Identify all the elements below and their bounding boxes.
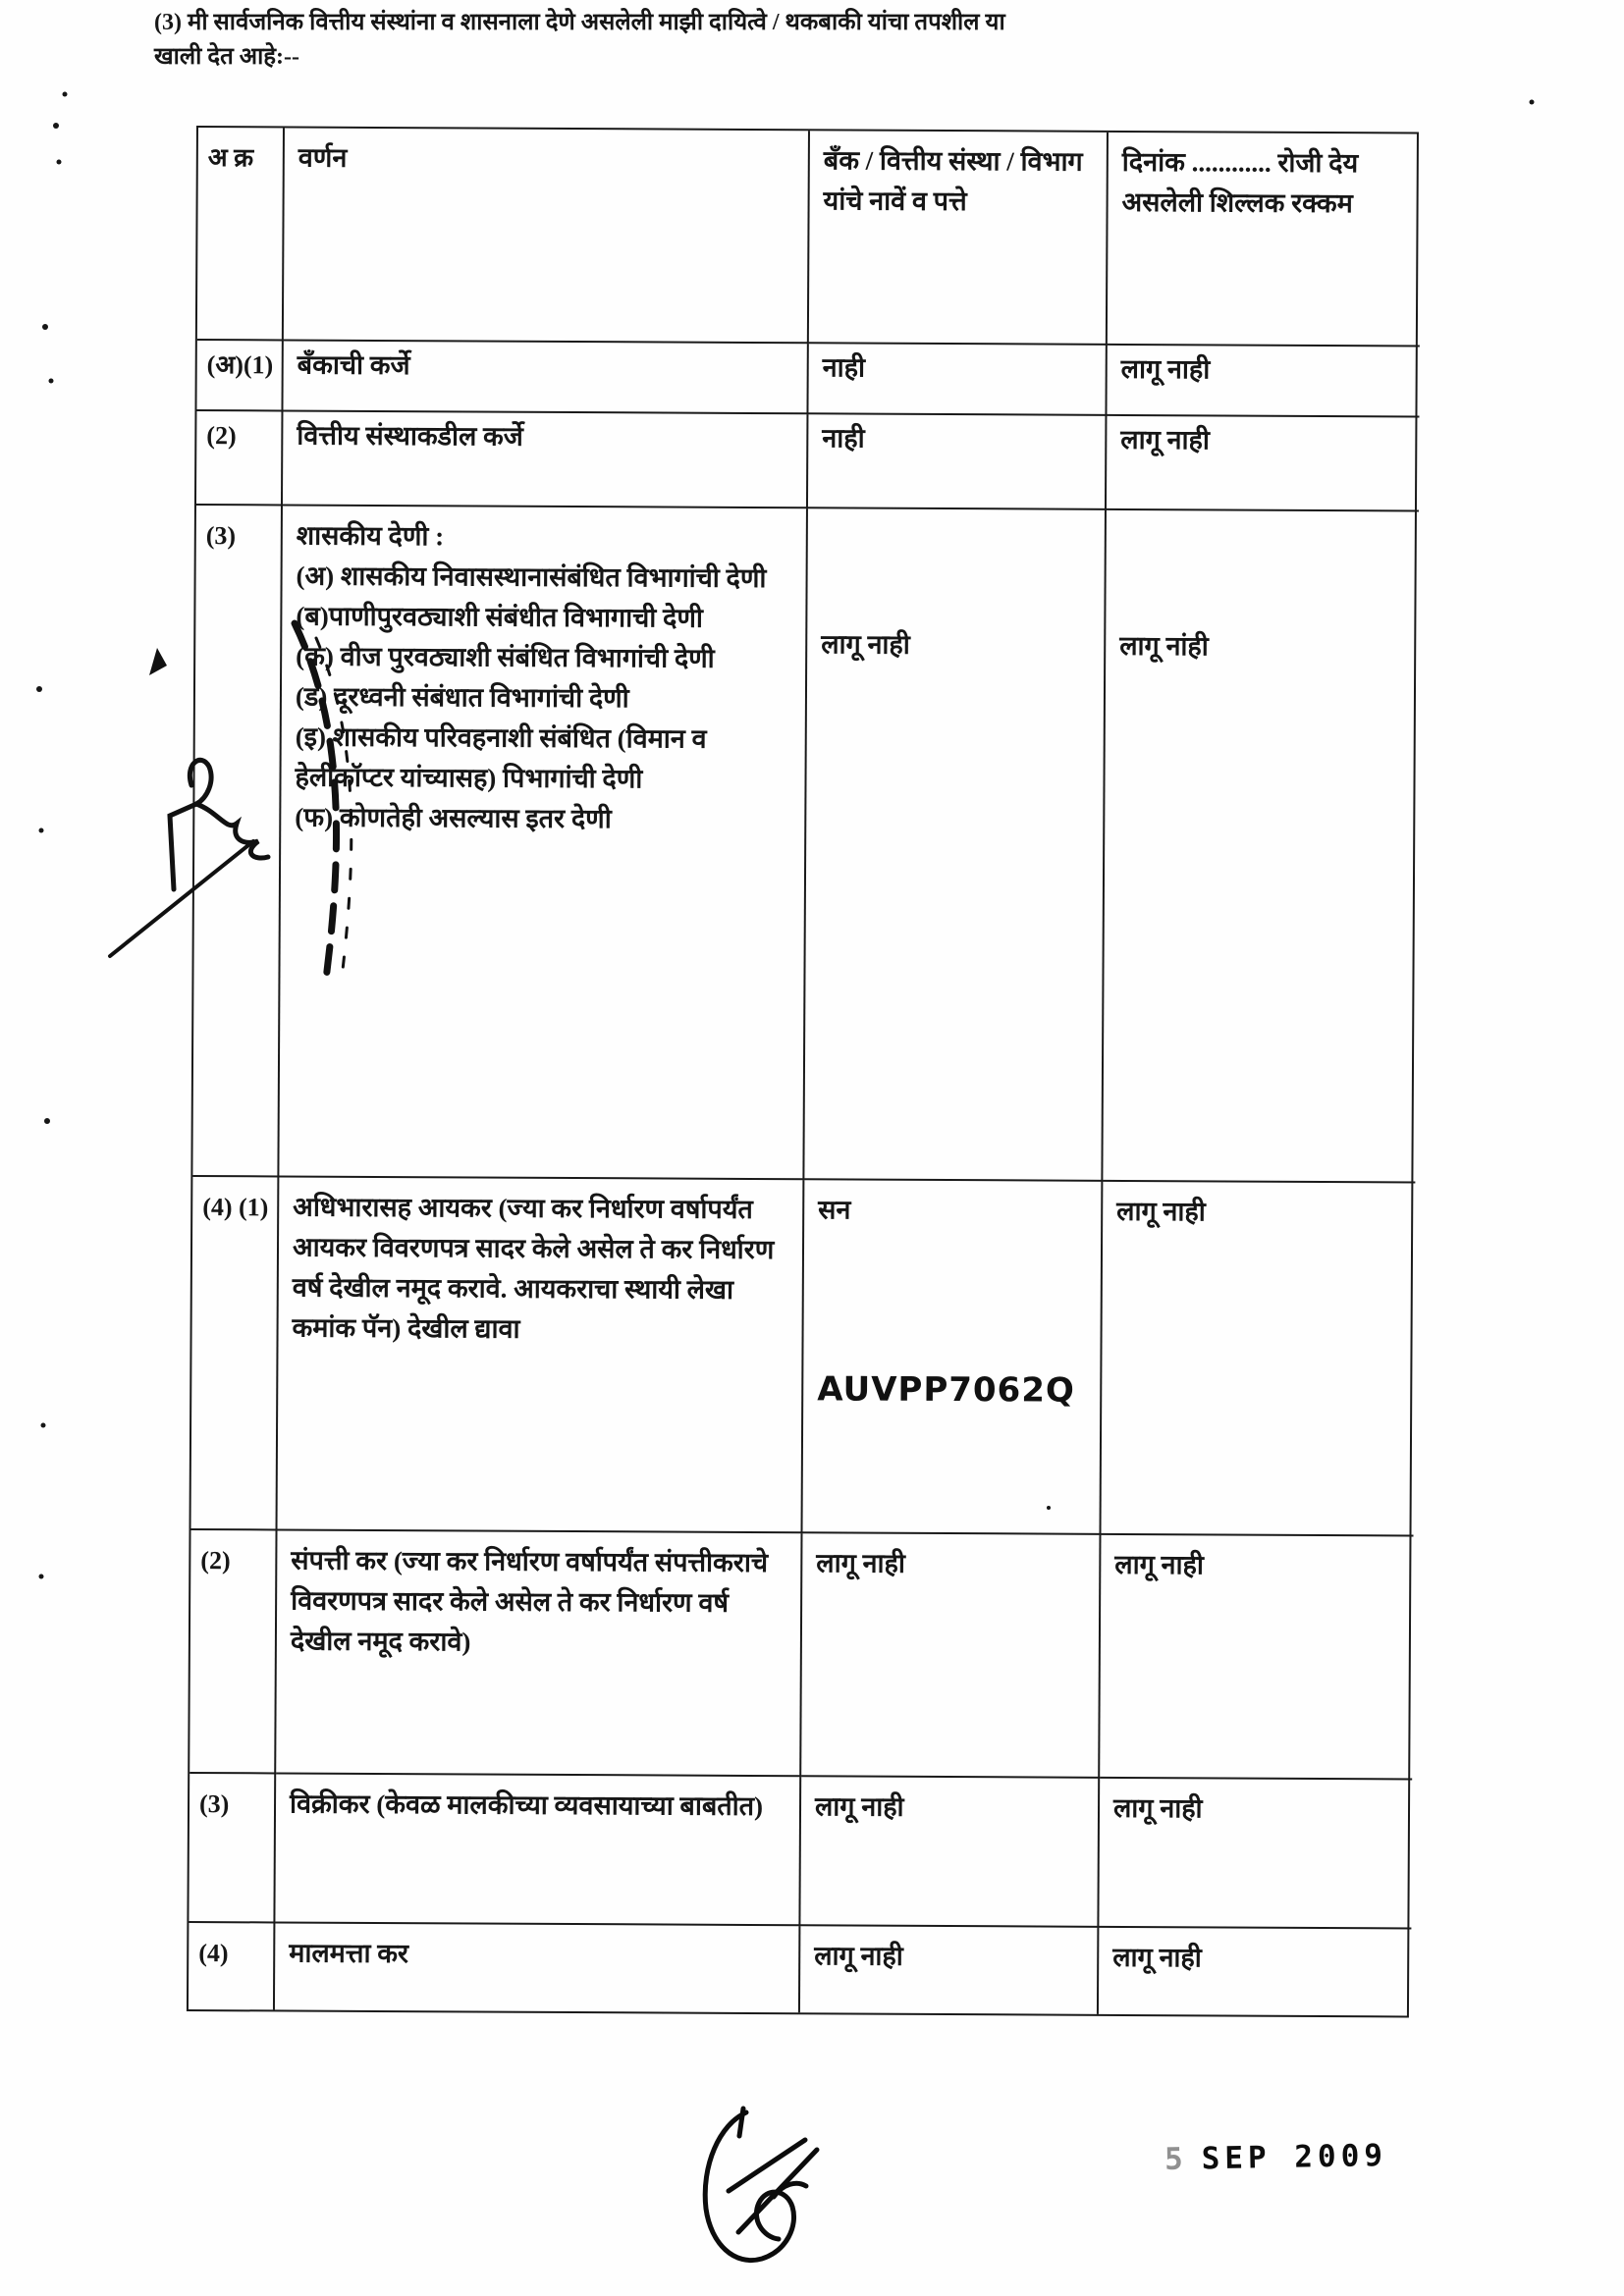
liabilities-table	[187, 126, 1419, 2017]
row5-description: संपत्ती कर (ज्या कर निर्धारण वर्षापर्यंत संपत्तीकराचे विवरणपत्र सादर केले असेल ते कर निर्धारण वर्ष देखील नमूद करावे)	[276, 1530, 802, 1777]
row2-amount: लागू नाही	[1107, 416, 1419, 512]
row2-description: वित्तीय संस्थाकडील कर्जे	[283, 411, 808, 508]
row6-amount: लागू नाही	[1099, 1779, 1412, 1930]
row4-amount: लागू नाही	[1101, 1182, 1415, 1537]
row4-bank	[802, 1180, 1103, 1535]
signature	[705, 2109, 817, 2261]
row3-desc-line: (इ) शासकीय परिवहनाशी संबंधित (विमान व हेलीकॉप्टर यांच्यासह) पिभागांची देणी	[295, 721, 707, 794]
col-header-description: वर्णन	[284, 128, 810, 344]
row3-desc-line: (अ) शासकीय निवासस्थानासंबंधित विभागांची देणी	[296, 561, 767, 594]
intro-line-1: (3) मी सार्वजनिक वित्तीय संस्थांना व शासनाला देणे असलेली माझी दायित्वे / थकबाकी यांचा तपशील या	[154, 10, 1005, 35]
arrowhead-mark	[149, 648, 167, 675]
row5-amount: लागू नाही	[1100, 1535, 1413, 1781]
row4-description: अधिभारासह आयकर (ज्या कर निर्धारण वर्षापर्यंत आयकर विवरणपत्र सादर केले असेल ते कर निर्धारण वर्ष देखील नमूद करावे. आयकराचा स्थायी लेखा कमांक पॅन) देखील द्यावा	[278, 1177, 805, 1533]
row7-serial: (4)	[189, 1923, 275, 2009]
stamp-month-year: SEP 2009	[1201, 2138, 1388, 2177]
row3-bank: लागू नाही	[804, 508, 1107, 1182]
date-stamp	[1164, 2138, 1388, 2177]
row4-bank-year-label: सन	[818, 1195, 851, 1225]
row3-desc-line: (ब)पाणीपुरवठ्याशी संबंधीत विभागाची देणी	[296, 601, 703, 633]
row3-amount: लागू नांही	[1103, 510, 1419, 1184]
row1-serial: (अ)(1)	[196, 341, 283, 411]
row3-desc-line: (क) वीज पुरवठ्याशी संबंधित विभागांची देणी	[296, 641, 715, 673]
row1-bank: नाही	[808, 344, 1107, 416]
intro-line-2: खाली देत आहे:--	[154, 44, 300, 70]
col-header-balance-amount: दिनांक ............ रोजी देय असलेली शिल्लक रक्कम	[1108, 133, 1421, 347]
row3-serial: (3)	[192, 506, 283, 1177]
stamp-day: 5	[1164, 2141, 1188, 2177]
row2-serial: (2)	[196, 411, 284, 506]
row7-amount: लागू नाही	[1112, 1942, 1202, 1973]
row4-serial: (4) (1)	[191, 1177, 280, 1530]
col-header-bank-names: बँक / वित्तीय संस्था / विभाग यांचे नावें व पत्ते	[809, 131, 1109, 346]
row6-description: विक्रीकर (केवळ मालकीच्या व्यवसायाच्या बाबतीत)	[275, 1774, 801, 1926]
row3-desc-line: (ड) दूरध्वनी संबंधात विभागांची देणी	[295, 681, 629, 714]
row7-bank: लागू नाही	[800, 1926, 1099, 2014]
row2-bank: नाही	[808, 414, 1107, 510]
intro-paragraph	[154, 6, 1480, 75]
row7-description: मालमत्ता कर	[275, 1923, 800, 2012]
row5-bank: लागू नाही	[801, 1533, 1101, 1779]
row3-desc-line: शासकीय देणी :	[296, 520, 445, 552]
row6-bank: लागू नाही	[800, 1777, 1100, 1928]
row6-serial: (3)	[189, 1774, 276, 1923]
row3-desc-line: (फ) कोणतेही असल्यास इतर देणी	[295, 802, 612, 834]
col-header-serial-no: अ क्र	[197, 128, 285, 341]
row1-description: बँकाची कर्जे	[283, 341, 808, 414]
row3-description	[279, 506, 808, 1180]
row1-amount: लागू नाही	[1107, 346, 1419, 418]
row5-serial: (2)	[189, 1530, 277, 1774]
pan-number: AUVPP7062Q	[817, 1369, 1075, 1411]
